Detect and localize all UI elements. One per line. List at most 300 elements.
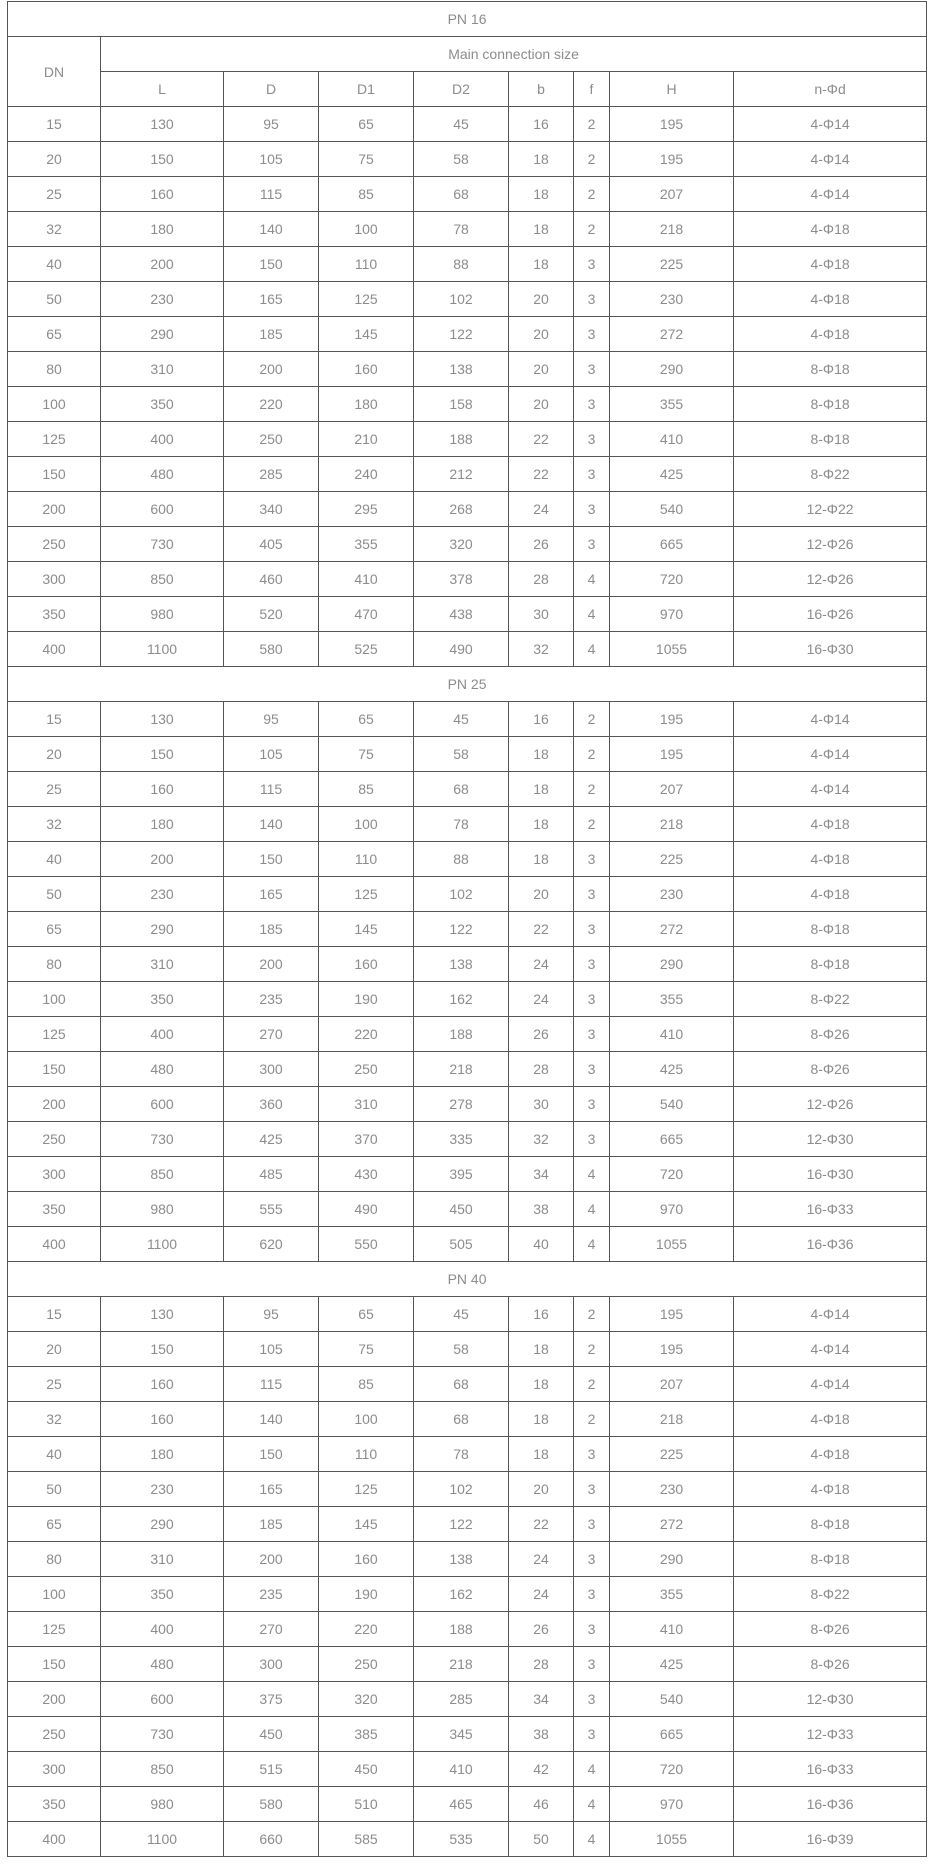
table-row: [8, 1787, 927, 1822]
table-cell: 272: [610, 912, 734, 947]
table-cell: 16-Φ36: [734, 1227, 927, 1262]
dn-cell: 80: [8, 352, 101, 387]
table-cell: 65: [319, 107, 414, 142]
flange-dimension-table: [7, 1, 927, 1857]
table-row: [8, 982, 927, 1017]
table-cell: 45: [414, 107, 509, 142]
table-cell: 20: [509, 387, 574, 422]
table-cell: 22: [509, 457, 574, 492]
table-cell: 16-Φ30: [734, 1157, 927, 1192]
table-cell: 230: [101, 1472, 224, 1507]
table-cell: 38: [509, 1192, 574, 1227]
table-row: [8, 1087, 927, 1122]
table-cell: 290: [101, 1507, 224, 1542]
table-cell: 730: [101, 1717, 224, 1752]
table-cell: 310: [101, 352, 224, 387]
table-row: [8, 1612, 927, 1647]
table-cell: 58: [414, 737, 509, 772]
table-cell: 75: [319, 737, 414, 772]
table-cell: 165: [224, 1472, 319, 1507]
table-cell: 110: [319, 1437, 414, 1472]
dn-cell: 15: [8, 107, 101, 142]
table-cell: 225: [610, 247, 734, 282]
table-cell: 100: [319, 212, 414, 247]
table-row: [8, 212, 927, 247]
table-row: [8, 947, 927, 982]
table-row: [8, 1437, 927, 1472]
table-cell: 16-Φ30: [734, 632, 927, 667]
table-row: [8, 282, 927, 317]
table-cell: 65: [319, 1297, 414, 1332]
table-cell: 16: [509, 1297, 574, 1332]
table-row: [8, 177, 927, 212]
table-cell: 970: [610, 1192, 734, 1227]
table-cell: 160: [319, 947, 414, 982]
table-cell: 160: [319, 352, 414, 387]
dn-cell: 300: [8, 562, 101, 597]
table-cell: 190: [319, 982, 414, 1017]
table-cell: 490: [319, 1192, 414, 1227]
table-cell: 730: [101, 1122, 224, 1157]
table-cell: 505: [414, 1227, 509, 1262]
table-cell: 20: [509, 282, 574, 317]
table-cell: 8-Φ18: [734, 1542, 927, 1577]
table-cell: 180: [101, 212, 224, 247]
table-cell: 2: [574, 1402, 610, 1437]
table-row: [8, 1192, 927, 1227]
table-cell: 8-Φ22: [734, 1577, 927, 1612]
table-row: [8, 1017, 927, 1052]
table-cell: 150: [224, 842, 319, 877]
dn-cell: 125: [8, 422, 101, 457]
table-row: [8, 422, 927, 457]
table-row: [8, 807, 927, 842]
table-cell: 250: [224, 422, 319, 457]
table-cell: 218: [610, 1402, 734, 1437]
table-cell: 75: [319, 1332, 414, 1367]
table-cell: 158: [414, 387, 509, 422]
table-row: [8, 352, 927, 387]
table-cell: 180: [101, 1437, 224, 1472]
table-cell: 145: [319, 1507, 414, 1542]
dn-cell: 400: [8, 632, 101, 667]
table-cell: 1055: [610, 632, 734, 667]
table-cell: 195: [610, 142, 734, 177]
table-cell: 207: [610, 177, 734, 212]
table-cell: 8-Φ18: [734, 352, 927, 387]
dn-cell: 250: [8, 527, 101, 562]
table-row: [8, 1682, 927, 1717]
table-cell: 30: [509, 1087, 574, 1122]
table-cell: 22: [509, 1507, 574, 1542]
table-cell: 3: [574, 352, 610, 387]
dn-cell: 150: [8, 1647, 101, 1682]
table-cell: 195: [610, 107, 734, 142]
dn-cell: 250: [8, 1717, 101, 1752]
table-row: [8, 1577, 927, 1612]
table-cell: 450: [224, 1717, 319, 1752]
table-cell: 320: [319, 1682, 414, 1717]
table-cell: 665: [610, 527, 734, 562]
table-cell: 555: [224, 1192, 319, 1227]
table-cell: 268: [414, 492, 509, 527]
table-cell: 38: [509, 1717, 574, 1752]
table-cell: 600: [101, 492, 224, 527]
table-cell: 8-Φ18: [734, 1507, 927, 1542]
table-cell: 24: [509, 1542, 574, 1577]
table-cell: 4: [574, 1787, 610, 1822]
table-row: [8, 1402, 927, 1437]
table-cell: 68: [414, 177, 509, 212]
table-cell: 3: [574, 247, 610, 282]
table-cell: 3: [574, 387, 610, 422]
dn-cell: 350: [8, 1192, 101, 1227]
table-cell: 130: [101, 107, 224, 142]
dn-cell: 80: [8, 1542, 101, 1577]
table-cell: 480: [101, 457, 224, 492]
table-cell: 3: [574, 1472, 610, 1507]
dn-cell: 20: [8, 1332, 101, 1367]
table-cell: 200: [101, 247, 224, 282]
table-cell: 85: [319, 1367, 414, 1402]
table-cell: 190: [319, 1577, 414, 1612]
dn-cell: 300: [8, 1752, 101, 1787]
table-cell: 410: [610, 1017, 734, 1052]
table-cell: 4-Φ18: [734, 1402, 927, 1437]
table-cell: 350: [101, 387, 224, 422]
table-cell: 4-Φ18: [734, 1437, 927, 1472]
table-row: [8, 912, 927, 947]
dn-cell: 150: [8, 457, 101, 492]
table-cell: 3: [574, 1577, 610, 1612]
table-cell: 28: [509, 1647, 574, 1682]
table-row: [8, 562, 927, 597]
column-header: D: [224, 72, 319, 107]
table-cell: 580: [224, 1787, 319, 1822]
table-row: [8, 1752, 927, 1787]
table-cell: 3: [574, 1682, 610, 1717]
table-cell: 220: [319, 1612, 414, 1647]
table-cell: 4-Φ18: [734, 212, 927, 247]
table-cell: 1055: [610, 1822, 734, 1857]
table-cell: 34: [509, 1157, 574, 1192]
table-body: [8, 2, 927, 1857]
table-cell: 110: [319, 842, 414, 877]
table-cell: 360: [224, 1087, 319, 1122]
table-cell: 18: [509, 142, 574, 177]
table-cell: 230: [610, 877, 734, 912]
table-cell: 400: [101, 1017, 224, 1052]
table-cell: 12-Φ30: [734, 1122, 927, 1157]
table-row: [8, 1717, 927, 1752]
table-cell: 335: [414, 1122, 509, 1157]
table-cell: 18: [509, 212, 574, 247]
table-cell: 230: [101, 877, 224, 912]
table-cell: 290: [610, 947, 734, 982]
table-cell: 50: [509, 1822, 574, 1857]
table-cell: 850: [101, 562, 224, 597]
table-row: [8, 387, 927, 422]
table-cell: 350: [101, 982, 224, 1017]
table-row: [8, 842, 927, 877]
table-cell: 425: [610, 457, 734, 492]
table-cell: 138: [414, 352, 509, 387]
table-cell: 30: [509, 597, 574, 632]
table-cell: 620: [224, 1227, 319, 1262]
column-header: L: [101, 72, 224, 107]
table-cell: 378: [414, 562, 509, 597]
table-cell: 24: [509, 947, 574, 982]
table-cell: 18: [509, 177, 574, 212]
table-cell: 16-Φ33: [734, 1192, 927, 1227]
table-cell: 8-Φ18: [734, 947, 927, 982]
dn-cell: 32: [8, 212, 101, 247]
table-cell: 95: [224, 107, 319, 142]
dn-cell: 350: [8, 597, 101, 632]
table-cell: 600: [101, 1087, 224, 1122]
table-cell: 355: [319, 527, 414, 562]
table-cell: 1100: [101, 1227, 224, 1262]
table-cell: 24: [509, 492, 574, 527]
table-cell: 535: [414, 1822, 509, 1857]
table-cell: 375: [224, 1682, 319, 1717]
table-cell: 278: [414, 1087, 509, 1122]
table-cell: 3: [574, 492, 610, 527]
table-cell: 4: [574, 1752, 610, 1787]
table-cell: 3: [574, 422, 610, 457]
table-cell: 212: [414, 457, 509, 492]
table-row: [8, 772, 927, 807]
table-cell: 400: [101, 422, 224, 457]
table-cell: 4-Φ14: [734, 142, 927, 177]
table-row: [8, 1367, 927, 1402]
table-cell: 165: [224, 877, 319, 912]
table-cell: 150: [101, 1332, 224, 1367]
table-cell: 480: [101, 1647, 224, 1682]
table-cell: 540: [610, 1682, 734, 1717]
table-cell: 207: [610, 1367, 734, 1402]
table-cell: 100: [319, 1402, 414, 1437]
table-cell: 22: [509, 422, 574, 457]
table-cell: 425: [610, 1647, 734, 1682]
dn-cell: 25: [8, 1367, 101, 1402]
table-cell: 3: [574, 1507, 610, 1542]
column-header: f: [574, 72, 610, 107]
table-cell: 270: [224, 1017, 319, 1052]
table-row: [8, 142, 927, 177]
table-cell: 225: [610, 842, 734, 877]
table-cell: 200: [224, 947, 319, 982]
table-row: [8, 247, 927, 282]
table-cell: 88: [414, 842, 509, 877]
table-cell: 8-Φ22: [734, 982, 927, 1017]
table-cell: 970: [610, 1787, 734, 1822]
dn-cell: 15: [8, 1297, 101, 1332]
table-cell: 160: [319, 1542, 414, 1577]
header-row: [8, 37, 927, 72]
table-cell: 425: [224, 1122, 319, 1157]
dn-cell: 65: [8, 1507, 101, 1542]
table-row: [8, 1542, 927, 1577]
table-cell: 8-Φ26: [734, 1647, 927, 1682]
table-cell: 195: [610, 1332, 734, 1367]
dn-cell: 50: [8, 877, 101, 912]
table-cell: 140: [224, 1402, 319, 1437]
table-cell: 45: [414, 702, 509, 737]
table-row: [8, 1332, 927, 1367]
table-cell: 18: [509, 842, 574, 877]
table-cell: 200: [224, 1542, 319, 1577]
table-cell: 4-Φ14: [734, 737, 927, 772]
section-title-row: [8, 667, 927, 702]
section-title: PN 16: [8, 2, 927, 37]
table-cell: 490: [414, 632, 509, 667]
table-cell: 3: [574, 912, 610, 947]
dn-cell: 200: [8, 1682, 101, 1717]
table-cell: 218: [610, 807, 734, 842]
table-cell: 18: [509, 807, 574, 842]
table-cell: 125: [319, 1472, 414, 1507]
dn-cell: 150: [8, 1052, 101, 1087]
table-cell: 20: [509, 352, 574, 387]
table-cell: 188: [414, 1612, 509, 1647]
table-cell: 3: [574, 457, 610, 492]
table-cell: 102: [414, 1472, 509, 1507]
table-cell: 550: [319, 1227, 414, 1262]
table-cell: 122: [414, 912, 509, 947]
dn-cell: 40: [8, 842, 101, 877]
dn-cell: 15: [8, 702, 101, 737]
table-cell: 272: [610, 1507, 734, 1542]
table-cell: 78: [414, 212, 509, 247]
table-cell: 540: [610, 492, 734, 527]
table-cell: 188: [414, 422, 509, 457]
table-cell: 8-Φ18: [734, 912, 927, 947]
table-cell: 210: [319, 422, 414, 457]
table-cell: 207: [610, 772, 734, 807]
table-row: [8, 1822, 927, 1857]
table-row: [8, 877, 927, 912]
table-cell: 310: [101, 947, 224, 982]
table-cell: 240: [319, 457, 414, 492]
table-cell: 102: [414, 877, 509, 912]
table-row: [8, 527, 927, 562]
column-header: n-Φd: [734, 72, 927, 107]
table-cell: 285: [224, 457, 319, 492]
dn-cell: 25: [8, 772, 101, 807]
table-cell: 95: [224, 702, 319, 737]
table-cell: 290: [610, 1542, 734, 1577]
table-cell: 22: [509, 912, 574, 947]
table-row: [8, 1157, 927, 1192]
table-cell: 4-Φ18: [734, 842, 927, 877]
table-cell: 218: [414, 1647, 509, 1682]
table-cell: 230: [610, 282, 734, 317]
table-cell: 18: [509, 1332, 574, 1367]
table-row: [8, 1647, 927, 1682]
table-cell: 16: [509, 702, 574, 737]
table-cell: 320: [414, 527, 509, 562]
dn-cell: 40: [8, 247, 101, 282]
table-cell: 250: [319, 1647, 414, 1682]
table-cell: 115: [224, 1367, 319, 1402]
table-row: [8, 597, 927, 632]
main-connection-header: Main connection size: [101, 37, 927, 72]
table-cell: 4-Φ18: [734, 1472, 927, 1507]
table-cell: 105: [224, 737, 319, 772]
table-cell: 200: [101, 842, 224, 877]
table-cell: 4-Φ14: [734, 1297, 927, 1332]
table-cell: 3: [574, 1087, 610, 1122]
table-cell: 180: [101, 807, 224, 842]
table-row: [8, 702, 927, 737]
table-cell: 410: [414, 1752, 509, 1787]
table-row: [8, 632, 927, 667]
table-cell: 185: [224, 317, 319, 352]
table-cell: 4-Φ14: [734, 107, 927, 142]
table-cell: 45: [414, 1297, 509, 1332]
table-cell: 138: [414, 1542, 509, 1577]
dn-cell: 200: [8, 1087, 101, 1122]
table-cell: 12-Φ30: [734, 1682, 927, 1717]
dn-cell: 50: [8, 282, 101, 317]
table-cell: 8-Φ18: [734, 422, 927, 457]
table-cell: 68: [414, 1402, 509, 1437]
dn-cell: 65: [8, 317, 101, 352]
table-cell: 130: [101, 702, 224, 737]
table-cell: 720: [610, 1157, 734, 1192]
table-cell: 345: [414, 1717, 509, 1752]
table-cell: 410: [610, 422, 734, 457]
table-cell: 12-Φ22: [734, 492, 927, 527]
table-cell: 200: [224, 352, 319, 387]
table-cell: 520: [224, 597, 319, 632]
dn-cell: 125: [8, 1612, 101, 1647]
table-row: [8, 1507, 927, 1542]
dn-cell: 400: [8, 1822, 101, 1857]
table-cell: 3: [574, 1052, 610, 1087]
table-cell: 18: [509, 1367, 574, 1402]
table-cell: 355: [610, 387, 734, 422]
dn-cell: 400: [8, 1227, 101, 1262]
section-title: PN 40: [8, 1262, 927, 1297]
table-cell: 18: [509, 737, 574, 772]
table-cell: 410: [610, 1612, 734, 1647]
table-cell: 150: [101, 737, 224, 772]
table-cell: 295: [319, 492, 414, 527]
table-cell: 385: [319, 1717, 414, 1752]
dn-cell: 80: [8, 947, 101, 982]
dn-cell: 32: [8, 1402, 101, 1437]
table-cell: 310: [101, 1542, 224, 1577]
table-cell: 18: [509, 1437, 574, 1472]
table-cell: 58: [414, 142, 509, 177]
table-cell: 8-Φ26: [734, 1612, 927, 1647]
table-cell: 290: [610, 352, 734, 387]
table-cell: 145: [319, 317, 414, 352]
table-cell: 2: [574, 807, 610, 842]
column-header: D2: [414, 72, 509, 107]
table-cell: 850: [101, 1157, 224, 1192]
table-cell: 515: [224, 1752, 319, 1787]
table-cell: 2: [574, 1297, 610, 1332]
dn-cell: 20: [8, 737, 101, 772]
table-cell: 340: [224, 492, 319, 527]
table-cell: 4: [574, 1227, 610, 1262]
table-cell: 2: [574, 702, 610, 737]
section-title: PN 25: [8, 667, 927, 702]
table-cell: 40: [509, 1227, 574, 1262]
